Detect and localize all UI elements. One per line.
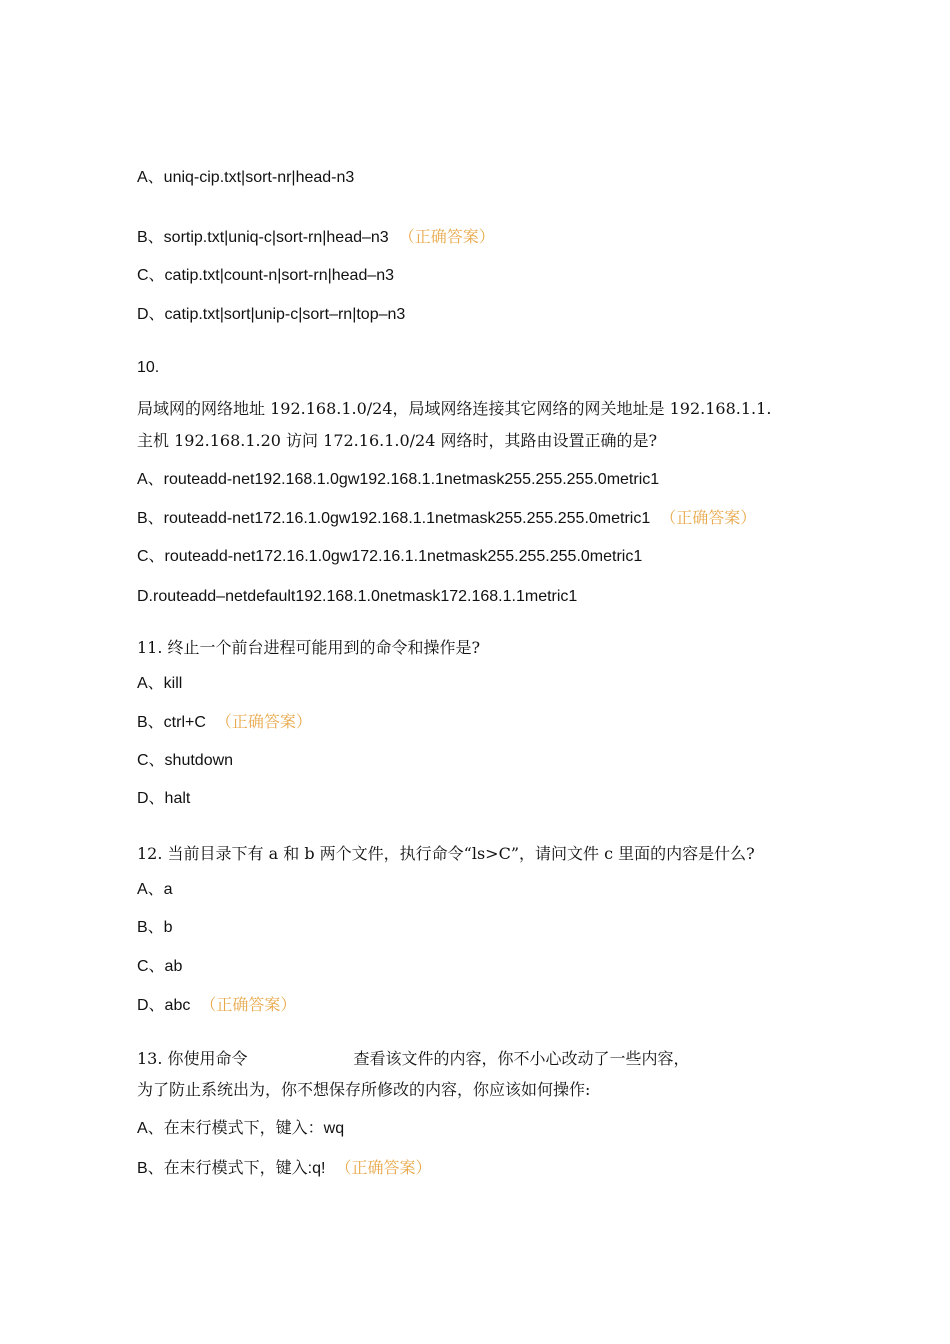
q13-option-a: A、在末行模式下，键入：wq <box>137 1120 345 1137</box>
q10-option-a: A、routeadd-net192.168.1.0gw192.168.1.1netmask255.255.255.0metric1 <box>137 471 660 488</box>
q11-question: 11. 终止一个前台进程可能用到的命令和操作是? <box>137 638 481 657</box>
q9-option-a: A、uniq-cip.txt|sort-nr|head-n3 <box>137 169 355 186</box>
q9-option-b <box>137 227 495 248</box>
correct-answer-tag: （正确答案） <box>335 1158 432 1177</box>
q12-question: 12. 当前目录下有 a 和 b 两个文件，执行命令“ls>C”，请问文件 c 里面的内容是什么? <box>137 844 755 863</box>
correct-answer-tag: （正确答案） <box>200 995 297 1014</box>
q10-option-c: C、routeadd-net172.16.1.0gw172.16.1.1netmask255.255.255.0metric1 <box>137 548 643 565</box>
q12-option-a: A、a <box>137 881 173 898</box>
q13-question-part1: 13. 你使用命令 <box>137 1049 248 1068</box>
q11-option-d: D、halt <box>137 790 191 807</box>
correct-answer-tag: （正确答案） <box>660 508 757 527</box>
correct-answer-tag: （正确答案） <box>215 712 312 731</box>
q12-option-d <box>137 995 296 1016</box>
q11-option-a: A、kill <box>137 675 183 692</box>
q13-option-b <box>137 1158 431 1179</box>
correct-answer-tag: （正确答案） <box>398 227 495 246</box>
q12-option-b: B、b <box>137 919 173 936</box>
q12-option-d-text: D、abc <box>137 997 191 1014</box>
q10-option-b <box>137 508 756 529</box>
q10-question-line2: 主机 192.168.1.20 访问 172.16.1.0/24 网络时，其路由设置正确的是? <box>137 431 658 450</box>
q10-number: 10. <box>137 359 160 376</box>
q13-question-part2: 查看该文件的内容，你不小心改动了一些内容， <box>353 1049 690 1068</box>
q10-option-b-text: B、routeadd-net172.16.1.0gw192.168.1.1netmask255.255.255.0metric1 <box>137 510 651 527</box>
q13-question-line2: 为了防止系统出为，你不想保存所修改的内容，你应该如何操作: <box>137 1080 591 1099</box>
q9-option-b-text: B、sortip.txt|uniq-c|sort-rn|head–n3 <box>137 229 389 246</box>
q9-option-d: D、catip.txt|sort|unip-c|sort–rn|top–n3 <box>137 306 406 323</box>
q13-option-b-text: B、在末行模式下，键入:q! <box>137 1160 326 1177</box>
q10-question-line1: 局域网的网络地址 192.168.1.0/24，局域网络连接其它网络的网关地址是 192.168.1.1. <box>137 399 772 418</box>
q9-option-c: C、catip.txt|count-n|sort-rn|head–n3 <box>137 267 395 284</box>
q11-option-b-text: B、ctrl+C <box>137 714 206 731</box>
q10-option-d: D.routeadd–netdefault192.168.1.0netmask172.168.1.1metric1 <box>137 588 578 605</box>
q13-question-line1 <box>137 1049 690 1069</box>
q12-option-c: C、ab <box>137 958 183 975</box>
q11-option-b <box>137 712 312 733</box>
q11-option-c: C、shutdown <box>137 752 234 769</box>
